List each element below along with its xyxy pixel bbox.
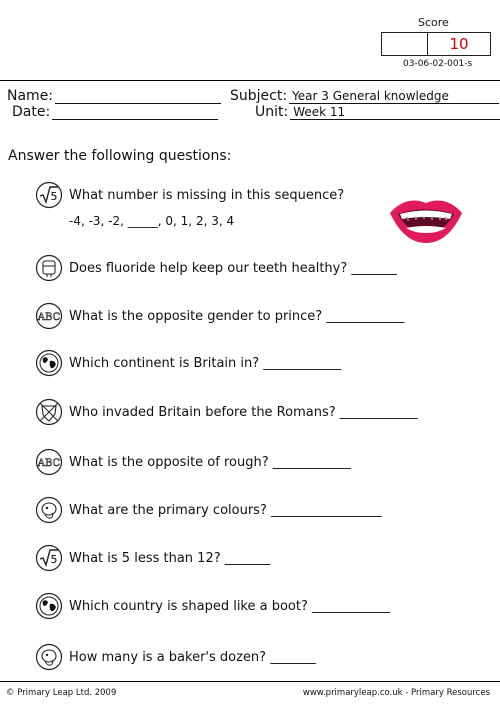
date-field (12, 104, 218, 120)
date-line[interactable] (52, 104, 218, 120)
top-divider (0, 80, 500, 81)
question-1 (35, 181, 344, 209)
question-text: Which country is shaped like a boot? ____________ (69, 598, 391, 614)
question-text: What are the primary colours? _________________ (69, 502, 382, 518)
copyright-text: © Primary Leap Ltd. 2009 (6, 688, 117, 698)
unit-value: Week 11 (293, 105, 346, 119)
question-7 (35, 496, 381, 524)
subject-label: Subject: (230, 88, 288, 104)
question-text: What is 5 less than 12? _______ (69, 550, 271, 566)
question-3 (35, 302, 404, 330)
question-2 (35, 254, 397, 282)
score-label: Score (418, 16, 449, 29)
instructions: Answer the following questions: (8, 148, 232, 164)
question-text: What number is missing in this sequence? (69, 187, 345, 203)
svg-text:ABC: ABC (37, 312, 61, 323)
square-root-icon (35, 181, 63, 209)
question-text: What is the opposite of rough? ____________ (69, 454, 351, 470)
question-text: Who invaded Britain before the Romans? ____________ (69, 404, 418, 420)
abc-icon (35, 448, 63, 476)
globe-icon (35, 592, 63, 620)
question-4 (35, 349, 341, 377)
question-9 (35, 592, 390, 620)
worksheet-code: 03-06-02-001-s (403, 59, 473, 69)
art-icon (35, 643, 63, 671)
question-10 (35, 643, 316, 671)
sequence-text: -4, -3, -2, _____, 0, 1, 2, 3, 4 (69, 214, 235, 228)
name-label: Name: (7, 88, 54, 104)
subject-value: Year 3 General knowledge (292, 89, 449, 103)
website-text: www.primaryleap.co.uk - Primary Resources (302, 688, 490, 698)
question-5 (35, 398, 418, 426)
question-text: How many is a baker's dozen? _______ (69, 649, 316, 665)
bottom-divider (0, 681, 500, 682)
art-icon (35, 496, 63, 524)
date-label: Date: (12, 104, 51, 120)
svg-text:ABC: ABC (37, 458, 61, 469)
subject-field (230, 88, 499, 104)
history-shield-icon (35, 398, 63, 426)
question-text: Does fluoride help keep our teeth healthy? _______ (69, 260, 397, 276)
name-line[interactable] (55, 88, 221, 104)
square-root-icon (35, 544, 63, 572)
unit-field (255, 104, 500, 120)
unit-label: Unit: (255, 104, 289, 120)
svg-text:5: 5 (50, 553, 58, 566)
svg-text:5: 5 (50, 190, 58, 203)
question-8 (35, 544, 270, 572)
globe-icon (35, 349, 63, 377)
question-text: What is the opposite gender to prince? ____________ (69, 308, 405, 324)
question-text: Which continent is Britain in? ____________ (69, 355, 342, 371)
science-icon (35, 254, 63, 282)
question-6 (35, 448, 351, 476)
name-field (7, 88, 221, 104)
abc-icon (35, 302, 63, 330)
score-box (381, 32, 491, 56)
score-value: 10 (449, 35, 469, 53)
mouth-picture (386, 187, 466, 247)
